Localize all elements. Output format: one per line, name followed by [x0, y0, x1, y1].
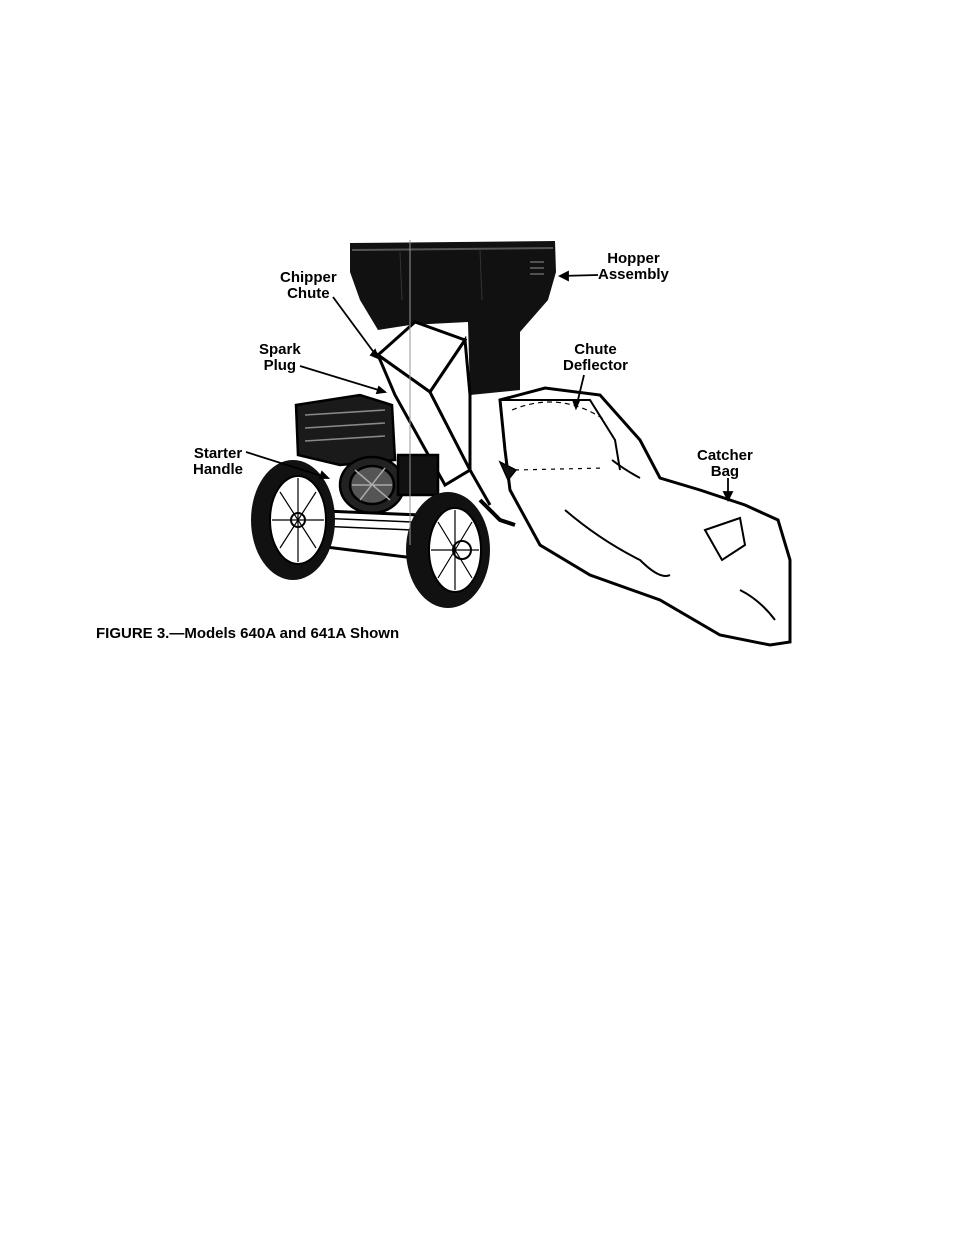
- right-wheel-drawing: [406, 492, 490, 608]
- label-chipper-chute: Chipper Chute: [280, 269, 337, 302]
- label-chute-deflector: Chute Deflector: [563, 341, 629, 374]
- label-spark-plug: Spark Plug: [259, 341, 301, 374]
- label-catcher-bag: Catcher Bag: [697, 447, 753, 480]
- label-hopper-assembly: Hopper Assembly: [598, 250, 669, 283]
- catcher-bag-drawing: [500, 388, 790, 645]
- figure-caption: FIGURE 3.—Models 640A and 641A Shown: [96, 625, 400, 642]
- label-starter-handle: Starter Handle: [193, 445, 244, 478]
